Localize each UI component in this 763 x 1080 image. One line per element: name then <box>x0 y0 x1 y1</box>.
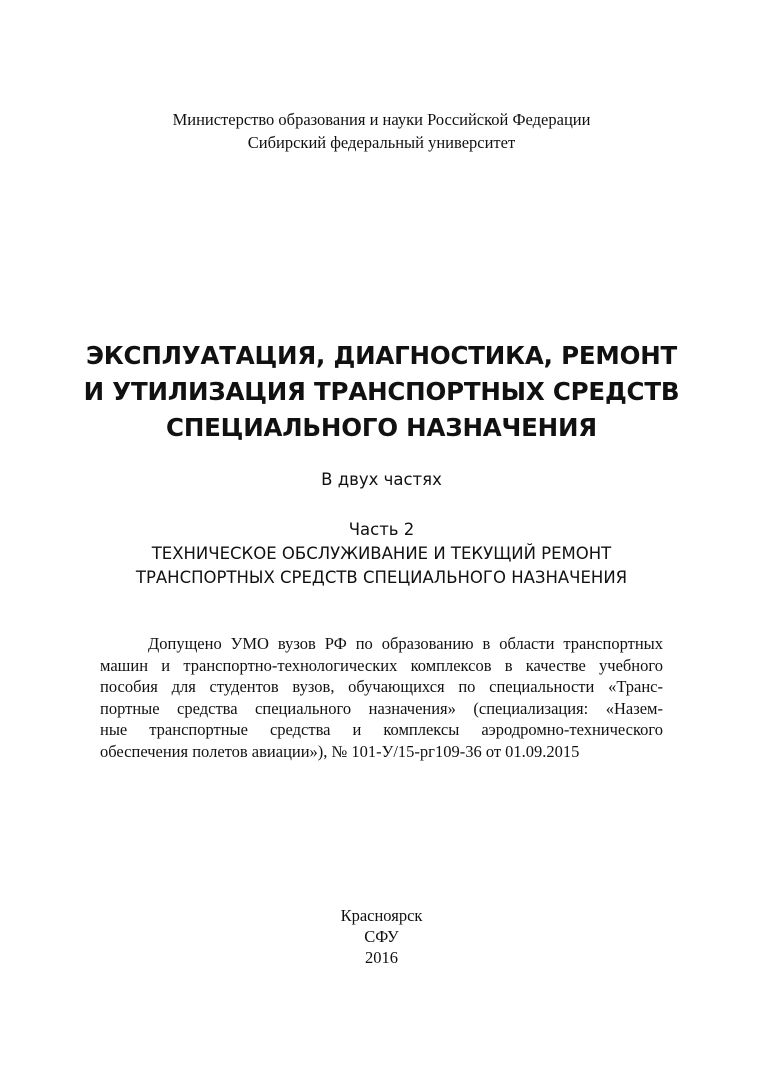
imprint <box>0 905 763 968</box>
imprint-publisher: СФУ <box>364 927 399 946</box>
book-title-line: СПЕЦИАЛЬНОГО НАЗНАЧЕНИЯ <box>166 413 597 442</box>
part-label: Часть 2 <box>348 520 415 539</box>
book-title-line: ЭКСПЛУАТАЦИЯ, ДИАГНОСТИКА, РЕМОНТ <box>85 341 678 370</box>
book-subtitle: В двух частях <box>321 470 442 489</box>
university-name: Сибирский федеральный университет <box>247 133 516 152</box>
approval-line: обеспечения полетов авиации»), № 101-У/15-рг109-36 от 01.09.2015 <box>100 741 580 761</box>
part-title-line: ТЕХНИЧЕСКОЕ ОБСЛУЖИВАНИЕ И ТЕКУЩИЙ РЕМОНТ <box>151 544 612 563</box>
approval-line: машин и транспортно-технологических комплексов в качестве учебного <box>100 655 663 675</box>
book-title <box>0 338 763 446</box>
imprint-year: 2016 <box>365 948 398 967</box>
part-title-line: ТРАНСПОРТНЫХ СРЕДСТВ СПЕЦИАЛЬНОГО НАЗНАЧЕНИЯ <box>135 568 628 587</box>
part-block <box>0 518 763 590</box>
imprint-city: Красноярск <box>340 906 423 925</box>
approval-line: Допущено УМО вузов РФ по образованию в области транспортных <box>148 634 663 653</box>
publisher-header <box>0 108 763 154</box>
approval-statement <box>100 633 663 762</box>
ministry-name: Министерство образования и науки Российской Федерации <box>172 110 591 129</box>
approval-line: портные средства специального назначения» (специализация: «Назем- <box>100 698 663 718</box>
book-title-line: И УТИЛИЗАЦИЯ ТРАНСПОРТНЫХ СРЕДСТВ <box>83 377 680 406</box>
approval-line: пособия для студентов вузов, обучающихся по специальности «Транс- <box>100 677 663 696</box>
approval-line: ные транспортные средства и комплексы аэродромно-технического <box>100 720 663 739</box>
